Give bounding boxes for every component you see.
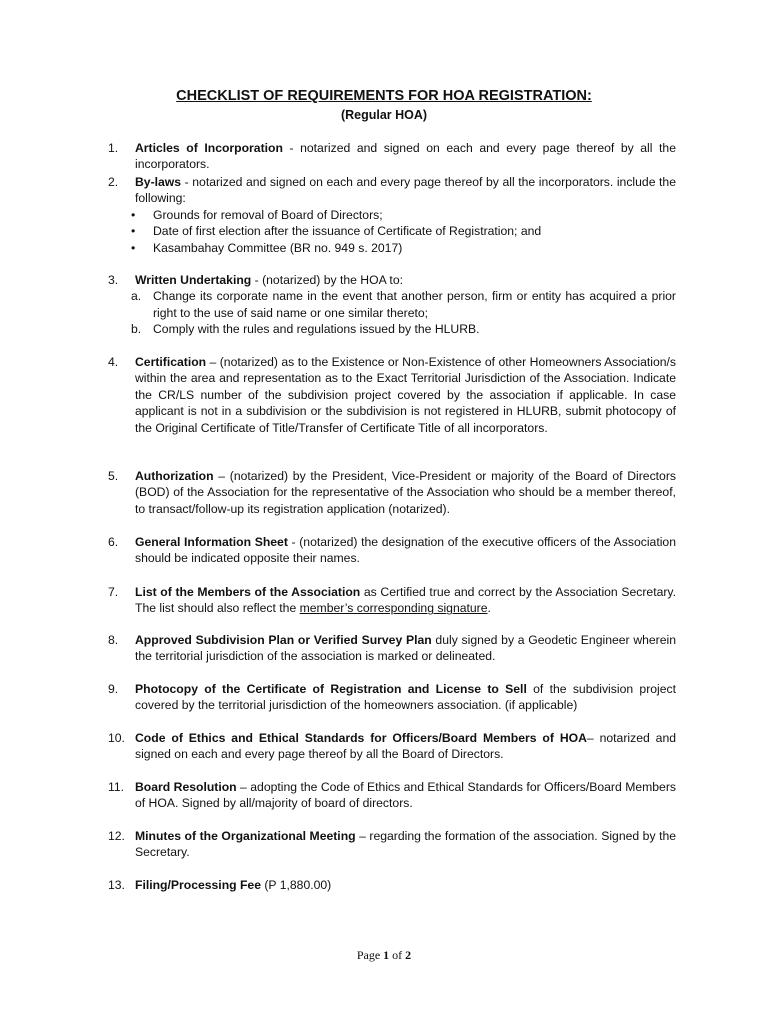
item-text: – notarized and signed on each and every page thereof by all the Board of Directors. (135, 731, 676, 762)
item-lead: Approved Subdivision Plan or Verified Survey Plan (135, 633, 432, 647)
list-item (108, 354, 676, 436)
list-item (108, 534, 676, 567)
item-number: 12. (108, 829, 125, 843)
item-lead: Board Resolution (135, 780, 237, 794)
bullet-item (131, 207, 676, 223)
page-number-footer (0, 948, 768, 963)
item-number: 4. (108, 355, 119, 369)
item-number: 11. (108, 780, 125, 794)
item-text: - (notarized) by the HOA to: (251, 273, 403, 287)
bullet-text: Kasambahay Committee (BR no. 949 s. 2017) (153, 240, 403, 255)
item-number: 8. (108, 633, 119, 647)
item-text: – (notarized) as to the Existence or Non-Existence of other Homeowners Association/s within the area and representation as to the Exact Territorial Jurisdiction of the Association. Indicate the CR/LS number of the subdivision project covered by the association if applicable. In case applicant is not in a subdivision or the subdivision is not registered in HLURB, submit photocopy of the Original Certificate of Title/Transfer of Certificate Title of all incorporators. (135, 355, 676, 435)
item-lead: Written Undertaking (135, 273, 252, 287)
sub-item-marker: a. (131, 289, 142, 304)
item-number: 1. (108, 141, 119, 155)
item-lead: List of the Members of the Association (135, 585, 361, 599)
list-item (108, 779, 676, 812)
item-text: (P 1,880.00) (260, 878, 332, 892)
item-lead: General Information Sheet (135, 535, 288, 549)
item-lead: By-laws (135, 175, 182, 189)
item-lead: Articles of Incorporation (135, 141, 283, 155)
list-item (108, 877, 676, 893)
item-lead: Code of Ethics and Ethical Standards for Officers/Board Members of HOA (135, 731, 587, 745)
sub-item (131, 288, 676, 321)
list-item (108, 174, 676, 256)
footer-prefix: Page (356, 948, 384, 962)
list-item (108, 730, 676, 763)
list-item (108, 681, 676, 714)
item-text: – (notarized) by the President, Vice-President or majority of the Board of Directors (BOD) of the Association for the representative of the Association who should be a member thereof, to transact/follow-up its registration application (notarized). (135, 469, 676, 516)
bullet-text: Grounds for removal of Board of Directors; (153, 207, 383, 222)
item-lead: Photocopy of the Certificate of Registration and License to Sell (135, 682, 527, 696)
list-item (108, 828, 676, 861)
page-subtitle: (Regular HOA) (340, 108, 428, 122)
sub-item-text: Comply with the rules and regulations issued by the HLURB. (153, 322, 480, 337)
item-number: 5. (108, 469, 119, 483)
item-text: – regarding the formation of the association. Signed by the Secretary. (135, 829, 677, 860)
item-lead: Certification (135, 355, 207, 369)
list-item (108, 632, 676, 665)
total-pages: 2 (405, 948, 412, 962)
sub-item-marker: b. (131, 322, 142, 337)
bullet-item (131, 240, 676, 256)
list-item (108, 468, 676, 517)
item-number: 2. (108, 175, 119, 189)
current-page: 1 (383, 948, 390, 962)
item-lead: Minutes of the Organizational Meeting (135, 829, 356, 843)
item-number: 7. (108, 585, 119, 599)
item-text: – adopting the Code of Ethics and Ethical Standards for Officers/Board Members of HOA. Signed by all/majority of board of directors. (135, 780, 676, 811)
page-title: CHECKLIST OF REQUIREMENTS FOR HOA REGISTRATION: (176, 88, 592, 104)
bullet-item (131, 223, 676, 239)
item-number: 6. (108, 535, 119, 549)
item-number: 9. (108, 682, 119, 696)
item-number: 3. (108, 273, 119, 287)
sub-item (131, 321, 676, 337)
bullet-icon: • (131, 224, 136, 239)
item-tail: . (487, 601, 491, 616)
item-number: 10. (108, 731, 125, 745)
item-lead: Authorization (135, 469, 214, 483)
list-item (108, 584, 676, 617)
item-text: - notarized and signed on each and every page thereof by all the incorporators. (135, 141, 676, 172)
item-number: 13. (108, 878, 125, 892)
bullet-icon: • (131, 240, 136, 255)
item-text: duly signed by a Geodetic Engineer wherein the territorial jurisdiction of the association is marked or delineated. (135, 633, 677, 664)
sub-item-text: Change its corporate name in the event that another person, firm or entity has acquired a prior right to the use of said name or one similar thereto; (153, 289, 676, 320)
item-text: of the subdivision project covered by the territorial jurisdiction of the homeowners association. (if applicable) (135, 682, 676, 713)
item-text: as Certified true and correct by the Association Secretary. The list should also reflect the (135, 585, 676, 616)
bullet-icon: • (131, 207, 136, 222)
item-text: - notarized and signed on each and every page thereof by all the incorporators. include the following: (135, 175, 676, 206)
item-underlined-text: member’s corresponding signature (299, 601, 488, 616)
list-item (108, 140, 676, 173)
item-lead: Filing/Processing Fee (135, 878, 261, 892)
item-text: - (notarized) the designation of the executive officers of the Association should be indicated opposite their names. (135, 535, 676, 566)
bullet-text: Date of first election after the issuance of Certificate of Registration; and (153, 224, 542, 239)
footer-middle: of (389, 948, 406, 962)
list-item (108, 272, 676, 338)
